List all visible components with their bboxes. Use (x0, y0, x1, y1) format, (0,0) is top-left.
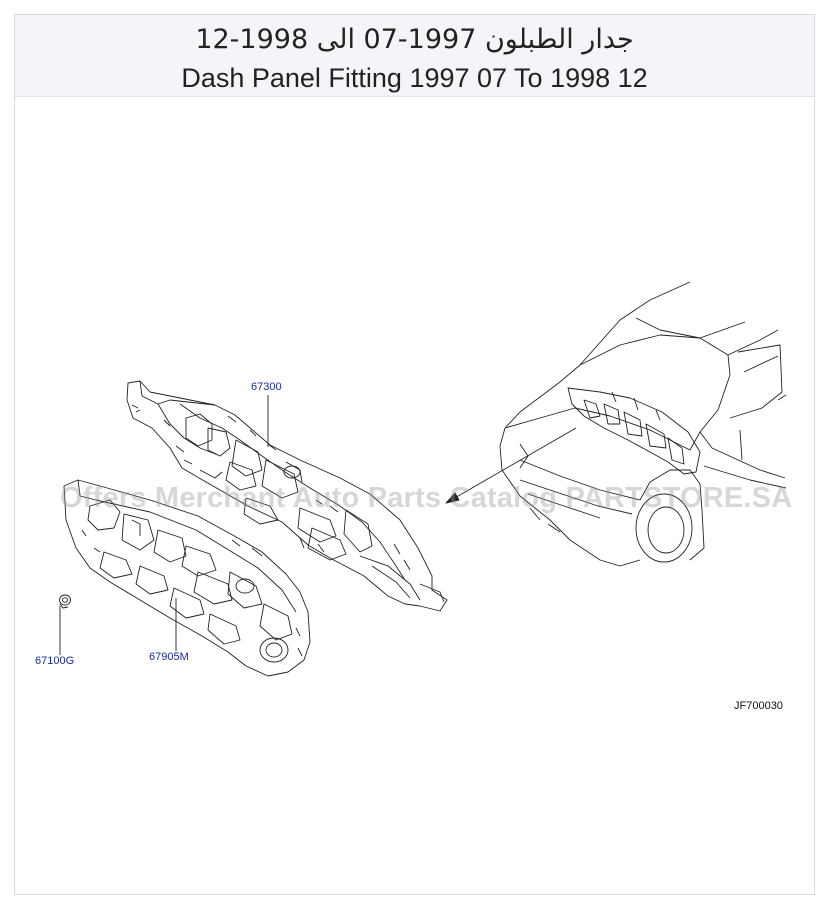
part-callout-67300[interactable]: 67300 (251, 381, 282, 393)
watermark-text: Offers Merchant Auto Parts Catalog PARTSTORE.SA (60, 482, 793, 514)
vehicle-outline (500, 282, 786, 566)
page-title-english: Dash Panel Fitting 1997 07 To 1998 12 (181, 63, 648, 93)
part-callout-67905m[interactable]: 67905M (149, 651, 189, 663)
part-callout-67100g[interactable]: 67100G (35, 655, 75, 667)
clip-67100g (60, 595, 71, 608)
page-title-arabic: جدار الطبلون 1997-07 الى 1998-12 (195, 24, 634, 55)
figure-code: JF700030 (734, 700, 783, 712)
